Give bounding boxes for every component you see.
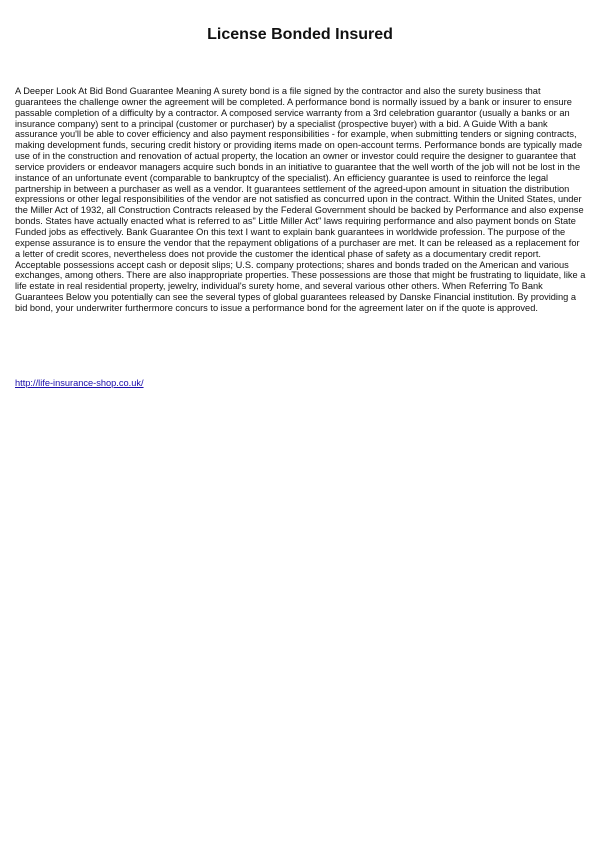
body-paragraph: A Deeper Look At Bid Bond Guarantee Meaning A surety bond is a file signed by the contractor and also the surety business that guarantees the challenge owner the agreement will be completed. A performance bond is normally issued by a bank or insurer to ensure passable completion of a difficulty by a contractor. A composed service warranty from a 3rd celebration guarantor (usually a banks or an insurance company) sent to a principal (customer or purchaser) by a specialist (prospective buyer) with a bid. A Guide With a bank assurance you'll be able to cover efficiency and also payment responsibilities - for example, when submitting tenders or signing contracts, making development funds, securing credit history or providing items made on open-account terms. Performance bonds are typically made use of in the construction and renovation of actual property, the location an owner or investor could require the designer to guarantee that service providers or endeavor managers acquire such bonds in an initiative to guarantee that the well worth of the job will not be lost in the instance of an unfortunate event (comparable to bankruptcy of the specialist). An efficiency guarantee is used to reinforce the legal partnership in between a purchaser as well as a vendor. It guarantees settlement of the agreed-upon amount in situation the distribution expressions or other legal responsibilities of the vendor are not satisfied as concurred upon in the contract. Within the United States, under the Miller Act of 1932, all Construction Contracts released by the Federal Government should be backed by Performance and also expense bonds. States have actually enacted what is referred to as" Little Miller Act" laws requiring performance and also payment bonds on State Funded jobs as effectively. Bank Guarantee On this text I want to explain bank guarantees in worldwide profession. The purpose of the expense assurance is to ensure the vendor that the repayment obligations of a purchaser are met. It can be released as a replacement for a letter of credit scores, nevertheless does not provide the customer the identical phase of safety as a documentary credit report. Acceptable possessions accept cash or deposit slips; U.S. company protections; shares and bonds traded on the American and various exchanges, among others. There are also inappropriate properties. These possessions are those that might be frustrating to liquidate, like a life estate in real residential property, jewelry, individual's surety home, and several various other others. When Referring To Bank Guarantees Below you potentially can see the several types of global guarantees released by Danske Financial institution. By providing a bid bond, your underwriter furthermore concurs to issue a performance bond for the agreement later on if the quote is approved.: [15, 86, 586, 313]
source-link[interactable]: http://life-insurance-shop.co.uk/: [15, 378, 144, 388]
page-title: License Bonded Insured: [207, 26, 393, 43]
